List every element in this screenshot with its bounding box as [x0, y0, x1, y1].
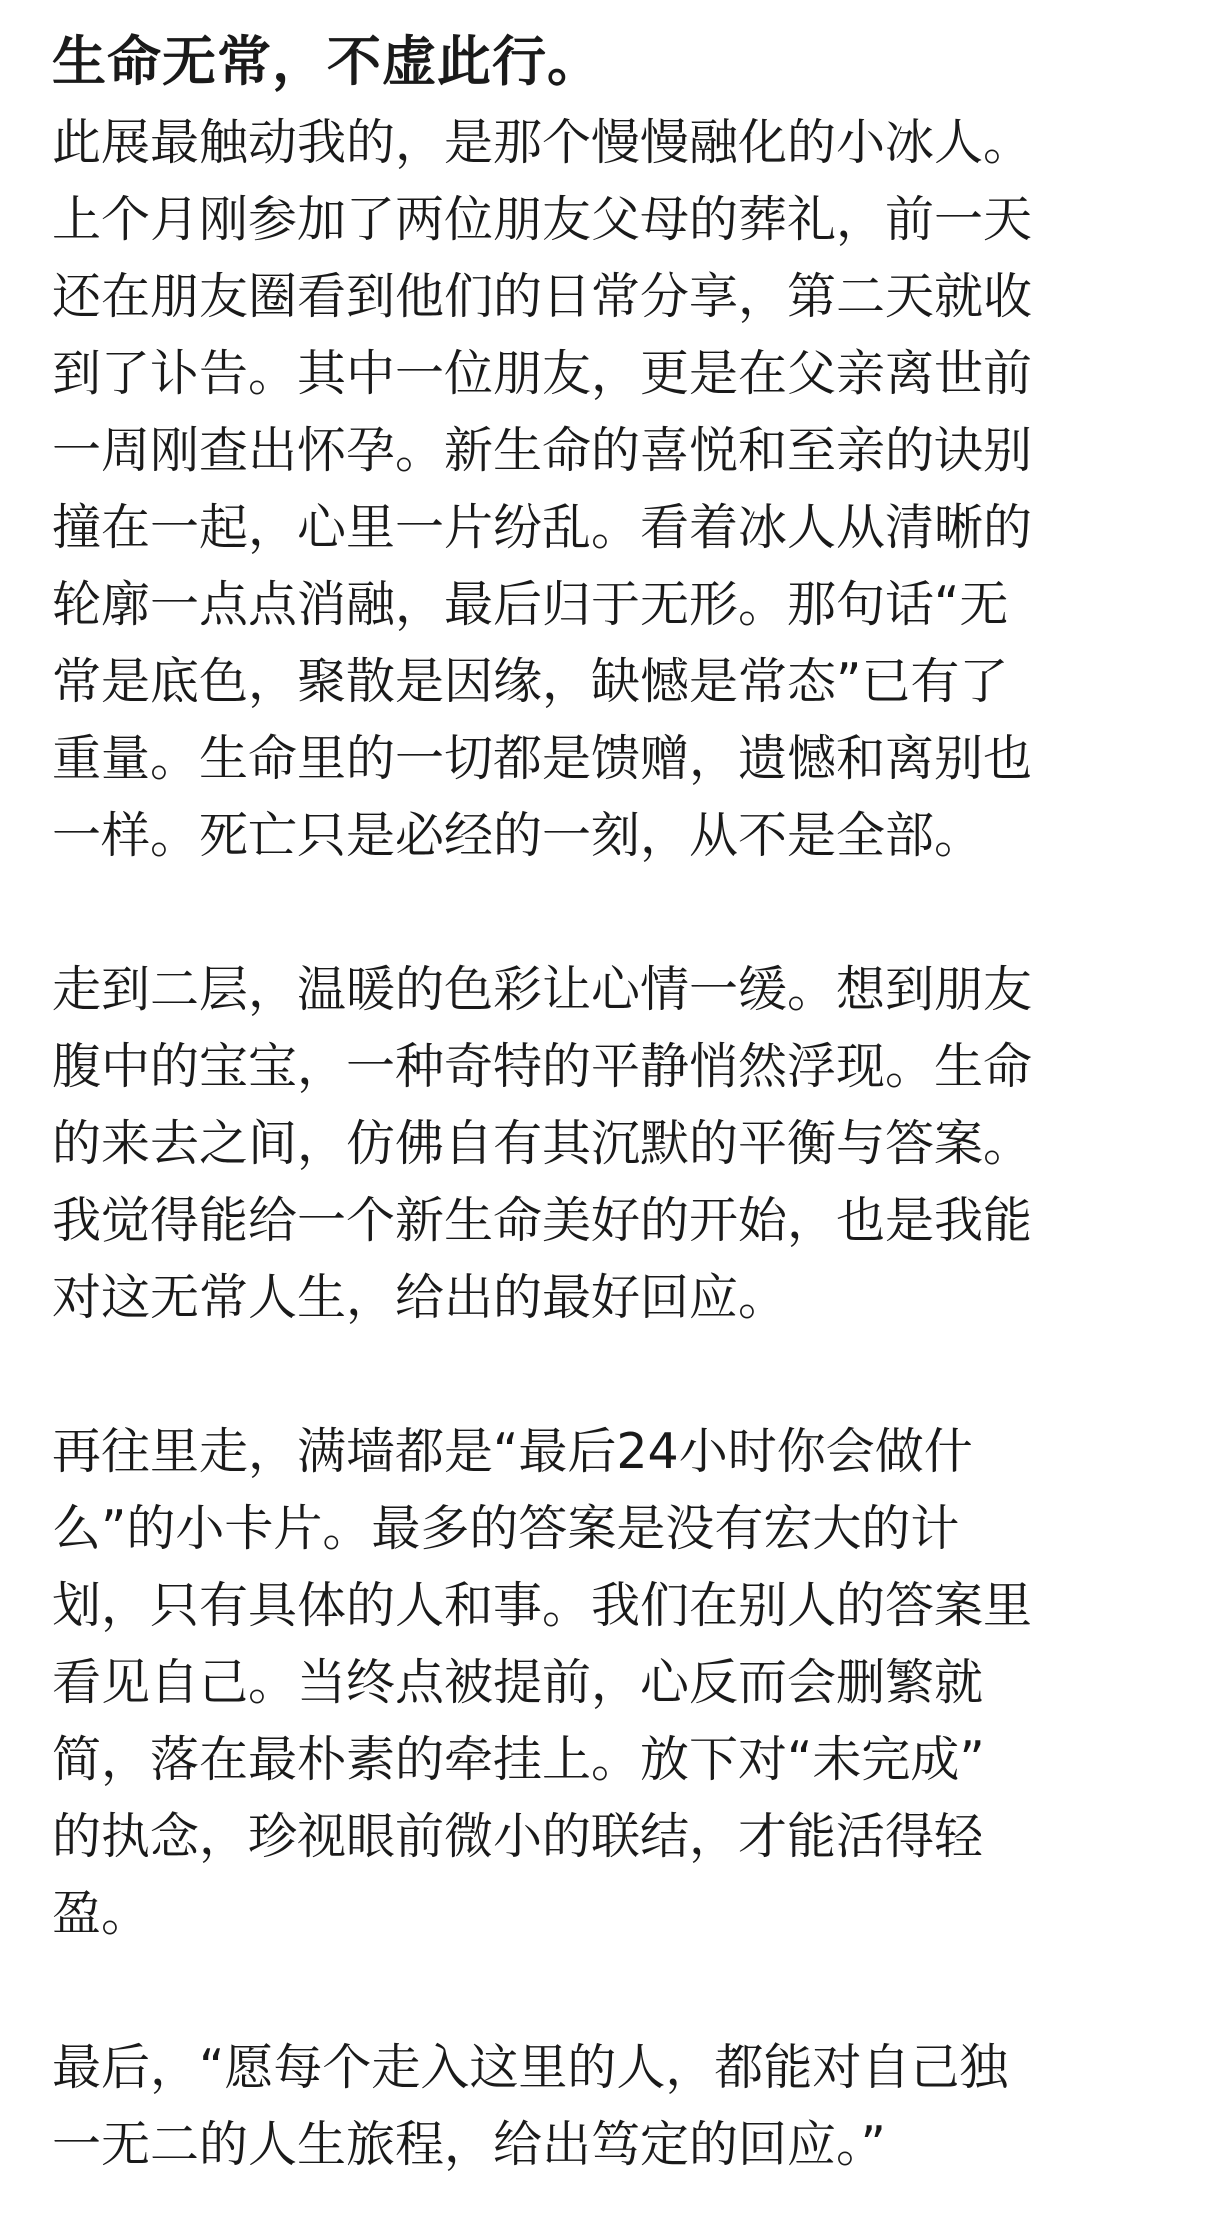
text-line: 腹中的宝宝，一种奇特的平静悄然浮现。生命 [52, 1038, 1033, 1095]
text-line: 撞在一起，心里一片纷乱。看着冰人从清晰的 [52, 499, 1033, 556]
paragraph-1 [52, 104, 1172, 874]
text-line: 此展最触动我的，是那个慢慢融化的小冰人。 [52, 114, 1033, 171]
text-line: 常是底色，聚散是因缘，缺憾是常态”已有了 [52, 653, 1009, 710]
text-line: 的执念，珍视眼前微小的联结，才能活得轻 [52, 1808, 984, 1865]
text-line: 对这无常人生，给出的最好回应。 [52, 1269, 788, 1326]
text-line: 走到二层，温暖的色彩让心情一缓。想到朋友 [52, 961, 1033, 1018]
text-line: 到了讣告。其中一位朋友，更是在父亲离世前 [52, 345, 1033, 402]
text-line: 再往里走，满墙都是“最后24小时你会做什 [52, 1423, 973, 1480]
article-title: 生命无常，不虚此行。 [52, 30, 602, 93]
text-line: 最后，“愿每个走入这里的人，都能对自己独 [52, 2039, 1009, 2096]
text-line: 么”的小卡片。最多的答案是没有宏大的计 [52, 1500, 960, 1557]
text-line: 一无二的人生旅程，给出笃定的回应。” [52, 2116, 886, 2173]
paragraph-spacer [52, 1952, 1172, 2029]
paragraph-spacer [52, 1336, 1172, 1413]
article [52, 26, 1172, 2183]
text-line: 我觉得能给一个新生命美好的开始，也是我能 [52, 1192, 1033, 1249]
text-line: 一周刚查出怀孕。新生命的喜悦和至亲的诀别 [52, 422, 1033, 479]
paragraph-2 [52, 951, 1172, 1336]
paragraph-spacer [52, 874, 1172, 951]
text-line: 还在朋友圈看到他们的日常分享，第二天就收 [52, 268, 1033, 325]
text-line: 看见自己。当终点被提前，心反而会删繁就 [52, 1654, 984, 1711]
paragraph-4 [52, 2029, 1172, 2183]
text-line: 简，落在最朴素的牵挂上。放下对“未完成” [52, 1731, 985, 1788]
text-line: 的来去之间，仿佛自有其沉默的平衡与答案。 [52, 1115, 1033, 1172]
text-line: 轮廓一点点消融，最后归于无形。那句话“无 [52, 576, 1009, 633]
text-line: 划，只有具体的人和事。我们在别人的答案里 [52, 1577, 1033, 1634]
paragraph-3 [52, 1413, 1172, 1952]
text-line: 盈。 [52, 1885, 151, 1942]
text-line: 重量。生命里的一切都是馈赠，遗憾和离别也 [52, 730, 1033, 787]
text-line: 一样。死亡只是必经的一刻，从不是全部。 [52, 807, 984, 864]
text-line: 上个月刚参加了两位朋友父母的葬礼，前一天 [52, 191, 1033, 248]
